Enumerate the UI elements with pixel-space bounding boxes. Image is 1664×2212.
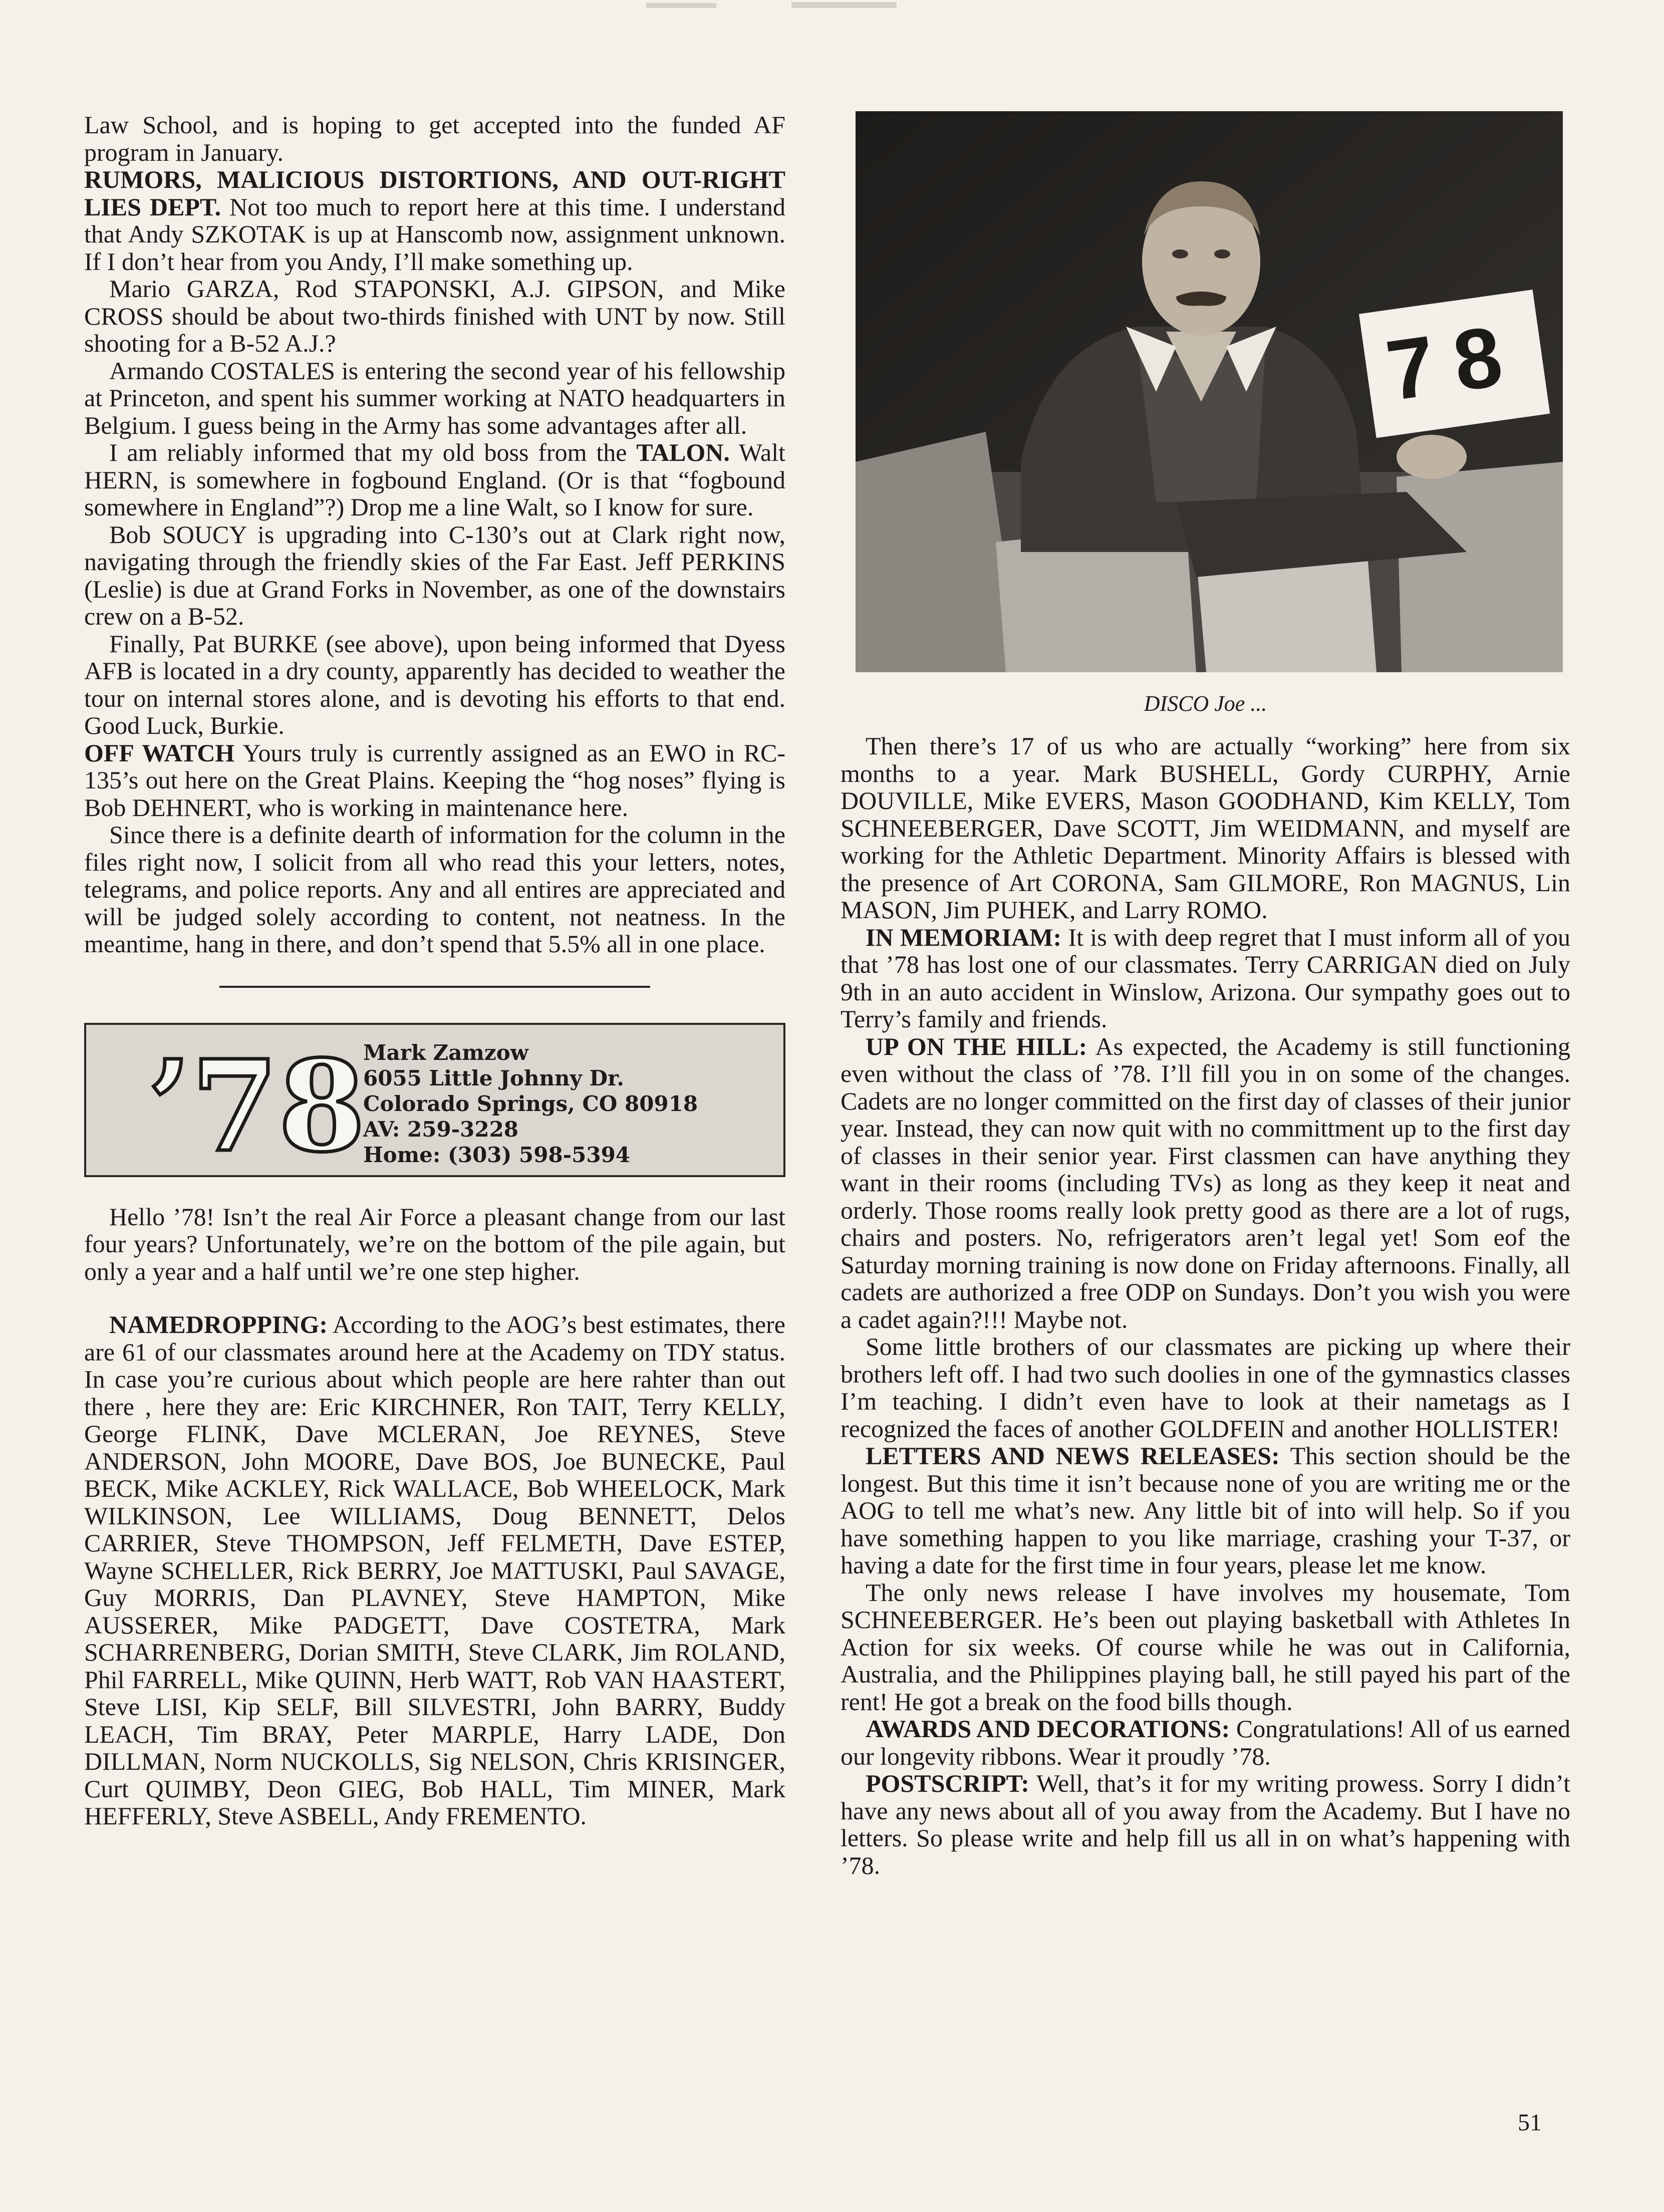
section-heading: POSTSCRIPT: [866,1769,1029,1797]
svg-text:78: 78 [1380,306,1528,419]
left-column [84,111,785,1830]
page-number: 51 [1518,2109,1542,2136]
paragraph: Hello ’78! Isn’t the real Air Force a pleasant change from our last four years? Unfortunately, we’re on the bottom of the pile again, but only a year and a half until we’re one step higher. [84,1202,785,1285]
photo-caption: DISCO Joe ... [1144,691,1267,716]
section-heading: RUMORS, MALICIOUS DISTORTIONS, AND OUT-RIGHT LIES DEPT. [84,165,785,221]
paragraph: Armando COSTALES is entering the second year of his fellowship at Princeton, and spent his summer working at NATO headquarters in Belgium. I guess being in the Army has some advantages after all. [84,356,785,439]
paragraph: LETTERS AND NEWS RELEASES: This section should be the longest. But this time it isn’t because none of you are writing me or the AOG to tell me what’s new. Any little bit of into will help. So if you have something happen to you like marriage, crashing your T-37, or having a date for the first time in four years, please let me know. [841,1442,1570,1579]
city-state-zip: Colorado Springs, CO 80918 [363,1091,698,1116]
paragraph: Some little brothers of our classmates are picking up where their brothers left off. I had two such doolies in one of the gymnastics classes I’m teaching. I didn’t even have to look at their nametags as I recognized the faces of another GOLDFEIN and another HOLLISTER! [841,1332,1570,1443]
section-heading: LETTERS AND NEWS RELEASES: [866,1442,1280,1470]
correspondent-address-box [84,1023,785,1180]
paragraph: AWARDS AND DECORATIONS: Congratulations! All of us earned our longevity ribbons. Wear it proudly ’78. [841,1715,1571,1770]
home-phone: Home: (303) 598-5394 [363,1142,631,1167]
street-address: 6055 Little Johnny Dr. [363,1065,624,1090]
talon-name: TALON. [636,438,730,466]
paragraph: Bob SOUCY is upgrading into C-130’s out at Clark right now, navigating through the friendly skies of the Far East. Jeff PERKINS (Leslie) is due at Grand Forks in November, as one of the downstairs crew on a B-52. [84,520,785,630]
section-heading: NAMEDROPPING: [109,1310,328,1338]
paragraph: POSTSCRIPT: Well, that’s it for my writing prowess. Sorry I didn’t have any news about all of you away from the Academy. But I have no letters. So please write and help fill us all in on what’s happening with ’78. [841,1769,1570,1879]
section-heading: UP ON THE HILL: [866,1032,1087,1060]
paragraph: UP ON THE HILL: As expected, the Academy is still functioning even without the class of ’78. I’ll fill you in on some of the changes. Cadets are no longer committed on the first day of classes of their junior year. Instead, they can now quit with no committment up to the first day of classes in their senior year. First classmen can have anything they want in their rooms (including TVs) as long as they keep it neat and orderly. Those rooms really look pretty good as there are a lot of rugs, chairs and posters. No, refrigerators aren’t legal yet! Som eof the Saturday morning training is now done on Friday afternoons. Finally, all cadets are authorized a free ODP on Sundays. Don’t you wish you were a cadet again?!!! Maybe not. [841,1032,1570,1333]
paragraph: Law School, and is hoping to get accepted into the funded AF program in January. [84,111,785,166]
address-block [363,1040,698,1168]
section-heading: AWARDS AND DECORATIONS: [866,1715,1230,1743]
svg-text:’78: ’78 [147,1032,366,1180]
paragraph: RUMORS, MALICIOUS DISTORTIONS, AND OUT-RIGHT LIES DEPT. Not too much to report here at this time. I understand that Andy SZKOTAK is up at Hanscomb now, assignment unknown. If I don’t hear from you Andy, I’ll make something up. [84,165,785,275]
print-artifact [626,0,1027,15]
divider-rule [219,986,650,988]
autovon-phone: AV: 259-3228 [363,1117,519,1142]
section-heading: OFF WATCH [84,738,235,767]
paragraph: Mario GARZA, Rod STAPONSKI, A.J. GIPSON, and Mike CROSS should be about two-thirds finished with UNT by now. Still shooting for a B-52 A.J.? [84,274,785,357]
paragraph: I am reliably informed that my old boss from the TALON. Walt HERN, is somewhere in fogbound England. (Or is that “fogbound somewhere in England”?) Drop me a line Walt, so I know for sure. [84,438,785,521]
paragraph: NAMEDROPPING: According to the AOG’s best estimates, there are 61 of our classmates around here at the Academy on TDY status. In case you’re curious about which people are here rahter than out there , here they are: Eric KIRCHNER, Ron TAIT, Terry KELLY, George FLINK, Dave MCLERAN, Joe REYNES, Steve ANDERSON, John MOORE, Dave BOS, Joe BUNECKE, Paul BECK, Mike ACKLEY, Rick WALLACE, Bob WHEELOCK, Mark WILKINSON, Lee WILLIAMS, Doug BENNETT, Delos CARRIER, Steve THOMPSON, Jeff FELMETH, Dave ESTEP, Wayne SCHELLER, Rick BERRY, Joe MATTUSKI, Paul SAVAGE, Guy MORRIS, Dan PLAVNEY, Steve HAMPTON, Mike AUSSERER, Mike PADGETT, Dave COSTETRA, Mark SCHARRENBERG, Dorian SMITH, Steve CLARK, Jim ROLAND, Phil FARRELL, Mike QUINN, Herb WATT, Rob VAN HAASTERT, Steve LISI, Kip SELF, Bill SILVESTRI, John BARRY, Buddy LEACH, Tim BRAY, Peter MARPLE, Harry LADE, Don DILLMAN, Norm NUCKOLLS, Sig NELSON, Chris KRISINGER, Curt QUIMBY, Deon GIEG, Bob HALL, Tim MINER, Mark HEFFERLY, Steve ASBELL, Andy FREMENTO. [84,1310,785,1830]
correspondent-name: Mark Zamzow [363,1040,528,1065]
paragraph: IN MEMORIAM: It is with deep regret that I must inform all of you that ’78 has lost one of our classmates. Terry CARRIGAN died on July 9th in an auto accident in Winslow, Arizona. Our sympathy goes out to Terry’s family and friends. [841,923,1570,1033]
right-column [841,111,1570,1879]
paragraph: OFF WATCH Yours truly is currently assigned as an EWO in RC-135’s out here on the Great Plains. Keeping the “hog noses” flying is Bob DEHNERT, who is working in maintenance here. [84,738,786,821]
paragraph: Then there’s 17 of us who are actually “working” here from six months to a year. Mark BUSHELL, Gordy CURPHY, Arnie DOUVILLE, Mike EVERS, Mason GOODHAND, Kim KELLY, Tom SCHNEEBERGER, Dave SCOTT, Jim WEIDMANN, and myself are working for the Athletic Department. Minority Affairs is blessed with the presence of Art CORONA, Sam GILMORE, Ron MAGNUS, Lin MASON, Jim PUHEK, and Larry ROMO. [841,732,1570,924]
disco-joe-photo [856,111,1563,672]
paragraph: Since there is a definite dearth of information for the column in the files right now, I solicit from all who read this your letters, notes, telegrams, and police reports. Any and all entires are appreciated and will be judged solely according to content, not neatness. In the meantime, hang in there, and don’t spend that 5.5% all in one place. [84,820,785,958]
section-heading: IN MEMORIAM: [866,923,1062,951]
class-78-logo [147,1032,366,1180]
paragraph: Finally, Pat BURKE (see above), upon being informed that Dyess AFB is located in a dry county, apparently has decided to weather the tour on internal stores alone, and is devoting his efforts to that end. Good Luck, Burkie. [84,629,785,739]
paragraph: The only news release I have involves my housemate, Tom SCHNEEBERGER. He’s been out playing basketball with Athletes In Action for six weeks. Of course while he was out in California, Australia, and the Philippines playing ball, he still payed his part of the rent! He got a break on the food bills though. [841,1578,1570,1716]
